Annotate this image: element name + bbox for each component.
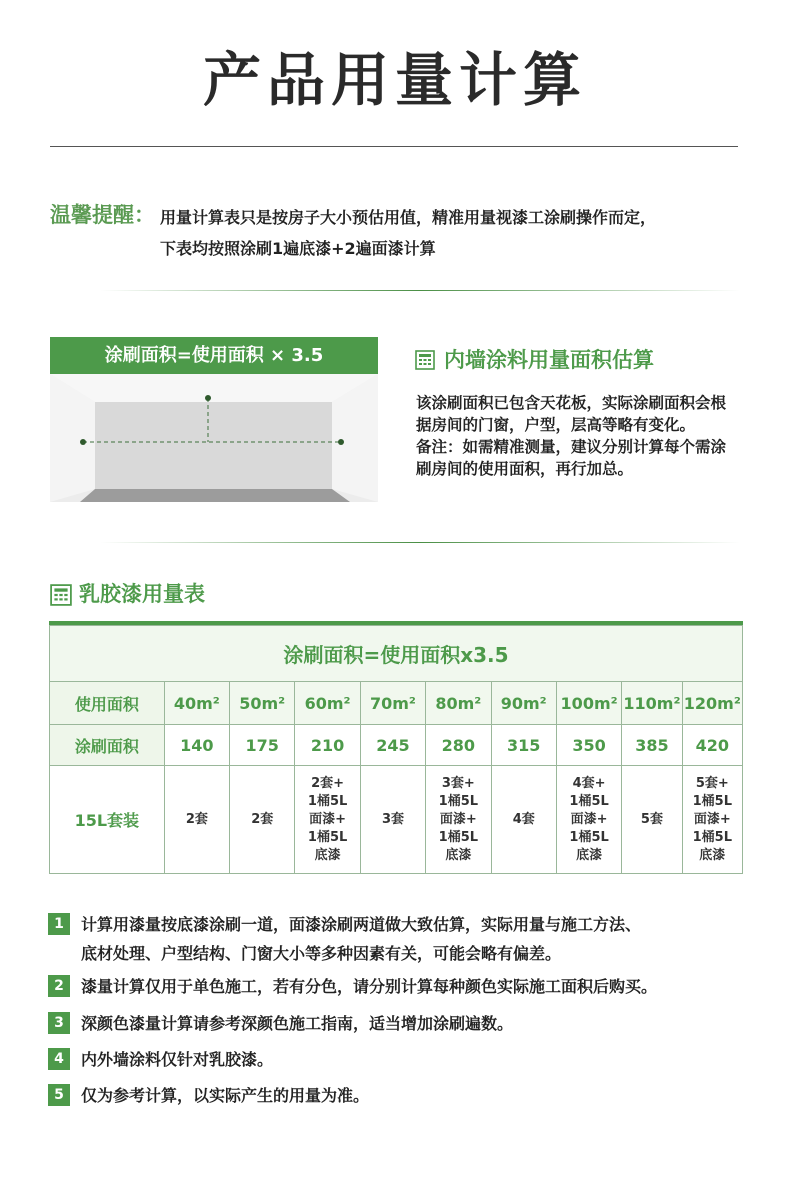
paint-area-cell: 420 bbox=[682, 725, 742, 766]
kit-cell: 2套 bbox=[230, 766, 295, 874]
latex-table-title: 乳胶漆用量表 bbox=[79, 582, 205, 606]
table-caption: 涂刷面积=使用面积x3.5 bbox=[50, 626, 743, 682]
kit-header: 15L套装 bbox=[50, 766, 165, 874]
note-line: 底材处理、户型结构、门窗大小等多种因素有关，可能会略有偏差。 bbox=[81, 944, 562, 963]
kit-cell: 5套+ 1桶5L 面漆+ 1桶5L 底漆 bbox=[682, 766, 742, 874]
usable-area-header: 使用面积 bbox=[50, 682, 165, 725]
usable-area-cell: 50m² bbox=[230, 682, 295, 725]
usable-area-cell: 70m² bbox=[360, 682, 425, 725]
notice-line-2: 下表均按照涂刷1遍底漆+2遍面漆计算 bbox=[160, 239, 436, 258]
room-diagram bbox=[50, 374, 378, 502]
interior-title: 内墙涂料用量面积估算 bbox=[444, 348, 654, 372]
notice-label: 温馨提醒： bbox=[50, 203, 155, 227]
note-item bbox=[48, 1084, 768, 1108]
usable-area-cell: 90m² bbox=[491, 682, 556, 725]
paint-area-header: 涂刷面积 bbox=[50, 725, 165, 766]
paint-area-cell: 140 bbox=[164, 725, 229, 766]
note-text: 深颜色漆量计算请参考深颜色施工指南，适当增加涂刷遍数。 bbox=[81, 1014, 514, 1033]
notice-line-1: 用量计算表只是按房子大小预估用值，精准用量视漆工涂刷操作而定， bbox=[160, 208, 657, 227]
interior-note: 备注：如需精准测量，建议分别计算每个需涂刷房间的使用面积，再行加总。 bbox=[416, 438, 727, 478]
paint-area-cell: 210 bbox=[295, 725, 360, 766]
note-number: 5 bbox=[48, 1084, 70, 1106]
formula-banner: 涂刷面积=使用面积 × 3.5 bbox=[50, 337, 378, 374]
kit-cell: 3套 bbox=[360, 766, 425, 874]
note-line: 计算用漆量按底漆涂刷一道，面漆涂刷两道做大致估算，实际用量与施工方法、 bbox=[81, 915, 642, 934]
note-number: 2 bbox=[48, 975, 70, 997]
note-item bbox=[48, 913, 768, 965]
usable-area-cell: 100m² bbox=[556, 682, 621, 725]
note-text bbox=[81, 910, 781, 968]
paint-area-cell: 315 bbox=[491, 725, 556, 766]
calculator-icon bbox=[415, 350, 435, 370]
note-text: 漆量计算仅用于单色施工，若有分色，请分别计算每种颜色实际施工面积后购买。 bbox=[81, 977, 658, 996]
interior-description bbox=[416, 392, 738, 480]
usable-area-cell: 80m² bbox=[426, 682, 491, 725]
kit-cell: 3套+ 1桶5L 面漆+ 1桶5L 底漆 bbox=[426, 766, 491, 874]
kit-cell: 2套+ 1桶5L 面漆+ 1桶5L 底漆 bbox=[295, 766, 360, 874]
usable-area-cell: 40m² bbox=[164, 682, 229, 725]
note-item bbox=[48, 975, 768, 999]
interior-paragraph: 该涂刷面积已包含天花板，实际涂刷面积会根据房间的门窗，户型，层高等略有变化。 bbox=[416, 394, 727, 434]
section-divider bbox=[100, 290, 740, 291]
usable-area-cell: 110m² bbox=[622, 682, 682, 725]
section-divider bbox=[100, 542, 740, 543]
calculator-icon bbox=[50, 584, 72, 606]
note-number: 1 bbox=[48, 913, 70, 935]
title-divider bbox=[50, 146, 738, 147]
note-number: 3 bbox=[48, 1012, 70, 1034]
note-number: 4 bbox=[48, 1048, 70, 1070]
note-text: 仅为参考计算，以实际产生的用量为准。 bbox=[81, 1086, 370, 1105]
usable-area-cell: 60m² bbox=[295, 682, 360, 725]
kit-cell: 5套 bbox=[622, 766, 682, 874]
note-item bbox=[48, 1012, 768, 1036]
paint-area-cell: 350 bbox=[556, 725, 621, 766]
kit-cell: 2套 bbox=[164, 766, 229, 874]
kit-cell: 4套+ 1桶5L 面漆+ 1桶5L 底漆 bbox=[556, 766, 621, 874]
notice-text bbox=[160, 202, 760, 264]
page-title: 产品用量计算 bbox=[202, 46, 587, 114]
paint-area-cell: 385 bbox=[622, 725, 682, 766]
paint-area-cell: 280 bbox=[426, 725, 491, 766]
kit-cell: 4套 bbox=[491, 766, 556, 874]
paint-area-cell: 245 bbox=[360, 725, 425, 766]
note-text: 内外墙涂料仅针对乳胶漆。 bbox=[81, 1050, 274, 1069]
latex-usage-table bbox=[49, 621, 743, 874]
paint-area-cell: 175 bbox=[230, 725, 295, 766]
usable-area-cell: 120m² bbox=[682, 682, 742, 725]
note-item bbox=[48, 1048, 768, 1072]
